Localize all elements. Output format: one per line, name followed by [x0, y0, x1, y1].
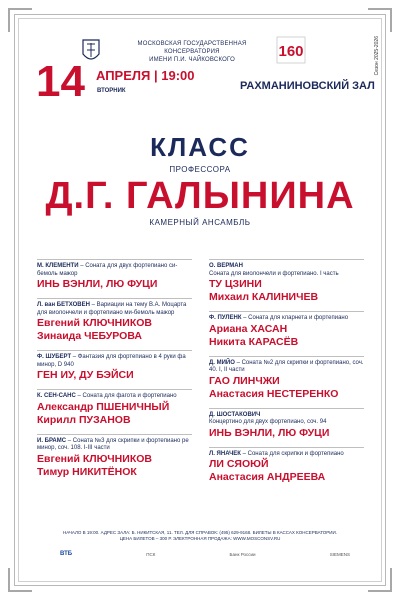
performer: Никита КАРАСЁВ [209, 335, 299, 348]
program-work [37, 354, 192, 369]
composer-name: Д. ШОСТАКОВИЧ [209, 411, 261, 418]
hall-name: РАХМАНИНОВСКИЙ ЗАЛ [240, 80, 375, 92]
work-title: – Соната для двух фортепиано си-бемоль мажор [37, 263, 178, 277]
sponsor-logo: ПСК [146, 551, 156, 557]
composer-name: Ф. ШУБЕРТ [37, 354, 72, 360]
program-work [37, 393, 192, 401]
program-item [37, 259, 192, 291]
composer-name: К. СЕН-САНС [37, 393, 76, 399]
performer: Анастасия АНДРЕЕВА [209, 471, 326, 483]
anniversary-number: 160 [278, 43, 304, 60]
performer: ГЕН ИУ, ДУ БЭЙСИ [37, 369, 134, 381]
work-title: – Соната для кларнета и фортепиано [241, 315, 349, 321]
performer: Ариана ХАСАН [209, 322, 288, 335]
professor-label: ПРОФЕССОРА [169, 165, 231, 174]
program-item [37, 434, 192, 479]
program-item [209, 447, 364, 485]
footer-info [0, 530, 400, 542]
program-work [209, 360, 364, 375]
work-title: – Соната №3 для скрипки и фортепиано ре минор, соч. 108. I-III части [37, 437, 189, 451]
event-day: 14 [36, 57, 85, 106]
footer-line-1: НАЧАЛО В 19:00. АДРЕС ЗАЛА: Б. НИКИТСКАЯ, 11. ТЕЛ. ДЛЯ СПРАВОК: (495) 629-9168. БИЛЕТЫ В КАССАХ КОНСЕРВАТОРИИ. [62, 530, 338, 535]
program-item [209, 408, 364, 440]
event-month-time: АПРЕЛЯ | 19:00 [96, 68, 195, 83]
performer: ИНЬ ВЭНЛИ, ЛЮ ФУЦИ [209, 426, 330, 439]
performer: ТУ ЦЗИНИ [209, 278, 262, 290]
program-work [37, 263, 192, 278]
composer-name: Ф. ПУЛЕНК [209, 315, 242, 321]
performer: Тимур НИКИТЁНОК [37, 465, 137, 478]
program-work [37, 438, 192, 453]
teacher-name: Д.Г. ГАЛЫНИНА [45, 175, 355, 217]
program-right-column [209, 259, 364, 491]
work-title: – Вариации на тему В.А. Моцарта для виолончели и фортепиано ми-бемоль мажор [37, 302, 187, 316]
concert-title: КЛАСС [150, 132, 250, 162]
season-label: Сезон 2025-2026 [374, 36, 380, 76]
performer: Александр ПШЕНИЧНЫЙ [37, 400, 170, 413]
org-line-2: ИМЕНИ П.И. ЧАЙКОВСКОГО [149, 57, 235, 63]
work-title: – Соната для фагота и фортепиано [75, 393, 177, 399]
org-line-1: МОСКОВСКАЯ ГОСУДАРСТВЕННАЯ КОНСЕРВАТОРИЯ [137, 41, 247, 55]
anniversary-160-logo [276, 36, 306, 64]
program-work [209, 451, 364, 459]
program-work [209, 263, 364, 271]
work-title: – Соната для скрипки и фортепиано [240, 450, 344, 457]
work-title: – Фантазия для фортепиано в 4 руки фа минор, D 940 [37, 354, 186, 368]
program-item [37, 350, 192, 382]
performer: Евгений КЛЮЧНИКОВ [37, 317, 152, 329]
composer-name: Л. ван БЕТХОВЕН [37, 302, 90, 308]
performer: Михаил КАЛИНИЧЕВ [209, 291, 319, 303]
composer-name: Л. ЯНАЧЕК [209, 450, 241, 457]
composer-name: О. ВЕРМАН [209, 263, 243, 269]
performer: ИНЬ ВЭНЛИ, ЛЮ ФУЦИ [37, 278, 158, 290]
program-left-column [37, 259, 192, 486]
sponsor-logo: SIEMENS [329, 551, 350, 557]
organization-name [112, 40, 272, 64]
program-work [37, 302, 192, 317]
work-title: Соната для виолончели и фортепиано. I часть [209, 270, 339, 277]
program-work [209, 315, 364, 323]
work-title: – Соната №2 для скрипки и фортепиано, соч. 40. I, II части [209, 359, 364, 373]
program-work [209, 412, 364, 420]
ensemble-label: КАМЕРНЫЙ АНСАМБЛЬ [149, 218, 251, 227]
event-weekday: ВТОРНИК [97, 88, 126, 94]
program-item [37, 298, 192, 343]
program-item [209, 259, 364, 304]
performer: Кирилл ПУЗАНОВ [37, 413, 131, 426]
performer: Анастасия НЕСТЕРЕНКО [209, 387, 339, 400]
program-item [37, 389, 192, 427]
program-item [209, 356, 364, 401]
sponsor-logo: Банк России [229, 551, 256, 557]
footer-line-2: ЦЕНА БИЛЕТОВ – 300 Р. ЭЛЕКТРОННАЯ ПРОДАЖА: WWW.MOSCONSV.RU [119, 536, 281, 541]
program-item [209, 311, 364, 349]
composer-name: И. БРАМС [37, 437, 67, 444]
composer-name: Д. МИЙО [209, 359, 235, 366]
performer: ЛИ СЯОЮЙ [209, 458, 269, 470]
sponsor-logos [60, 548, 350, 560]
work-title: Концертино для двух фортепиано, соч. 94 [209, 419, 327, 425]
performer: Евгений КЛЮЧНИКОВ [37, 452, 152, 465]
performer: Зинаида ЧЕБУРОВА [37, 330, 142, 342]
sponsor-logo: ВТБ [60, 551, 73, 557]
composer-name: М. КЛЕМЕНТИ [37, 263, 79, 269]
performer: ГАО ЛИНЧЖИ [209, 374, 280, 387]
